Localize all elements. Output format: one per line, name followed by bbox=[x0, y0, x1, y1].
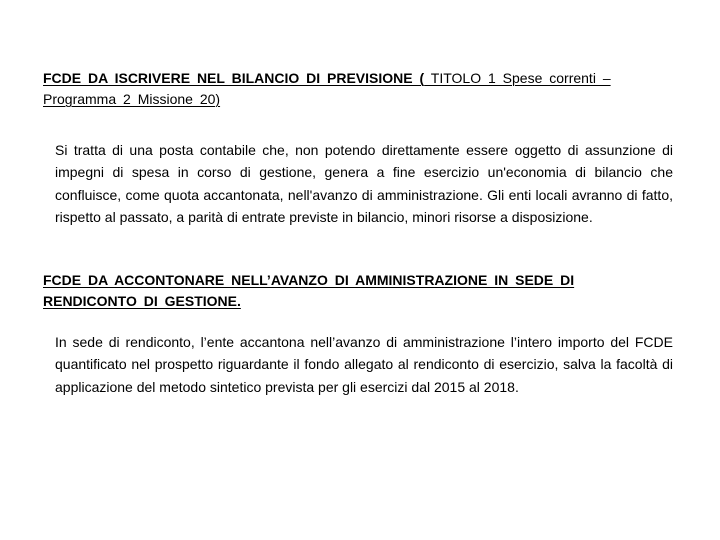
paragraph-posta-contabile: Si tratta di una posta contabile che, non potendo direttamente essere oggetto di assunzione di impegni di spesa in corso di gestione, genera a fine esercizio un'economia di bilancio che confluisce, come quota accantonata, nell'avanzo di amministrazione. Gli enti locali avranno di fatto, rispetto al passato, a parità di entrate previste in bilancio, minori risorse a disposizione. bbox=[55, 142, 673, 225]
paragraph-rendiconto: In sede di rendiconto, l’ente accantona nell’avanzo di amministrazione l’intero importo del FCDE quantificato nel prospetto riguardante il fondo allegato al rendiconto di esercizio, salva la facoltà di applicazione del metodo sintetico prevista per gli esercizi dal 2015 al 2018. bbox=[55, 334, 673, 395]
section-heading-fcde-rendiconto bbox=[43, 270, 673, 312]
section-heading-fcde-previsione bbox=[43, 68, 673, 110]
heading-light-part: TITOLO 1 Spese correnti – bbox=[424, 70, 611, 86]
heading-line-1: FCDE DA ACCONTONARE NELL’AVANZO DI AMMINISTRAZIONE IN SEDE DI bbox=[43, 272, 575, 288]
heading-light-second-line: Programma 2 Missione 20) bbox=[43, 91, 221, 107]
heading-line-2: RENDICONTO DI GESTIONE. bbox=[43, 293, 241, 309]
heading-bold-part: FCDE DA ISCRIVERE NEL BILANCIO DI PREVISIONE ( bbox=[43, 70, 425, 86]
